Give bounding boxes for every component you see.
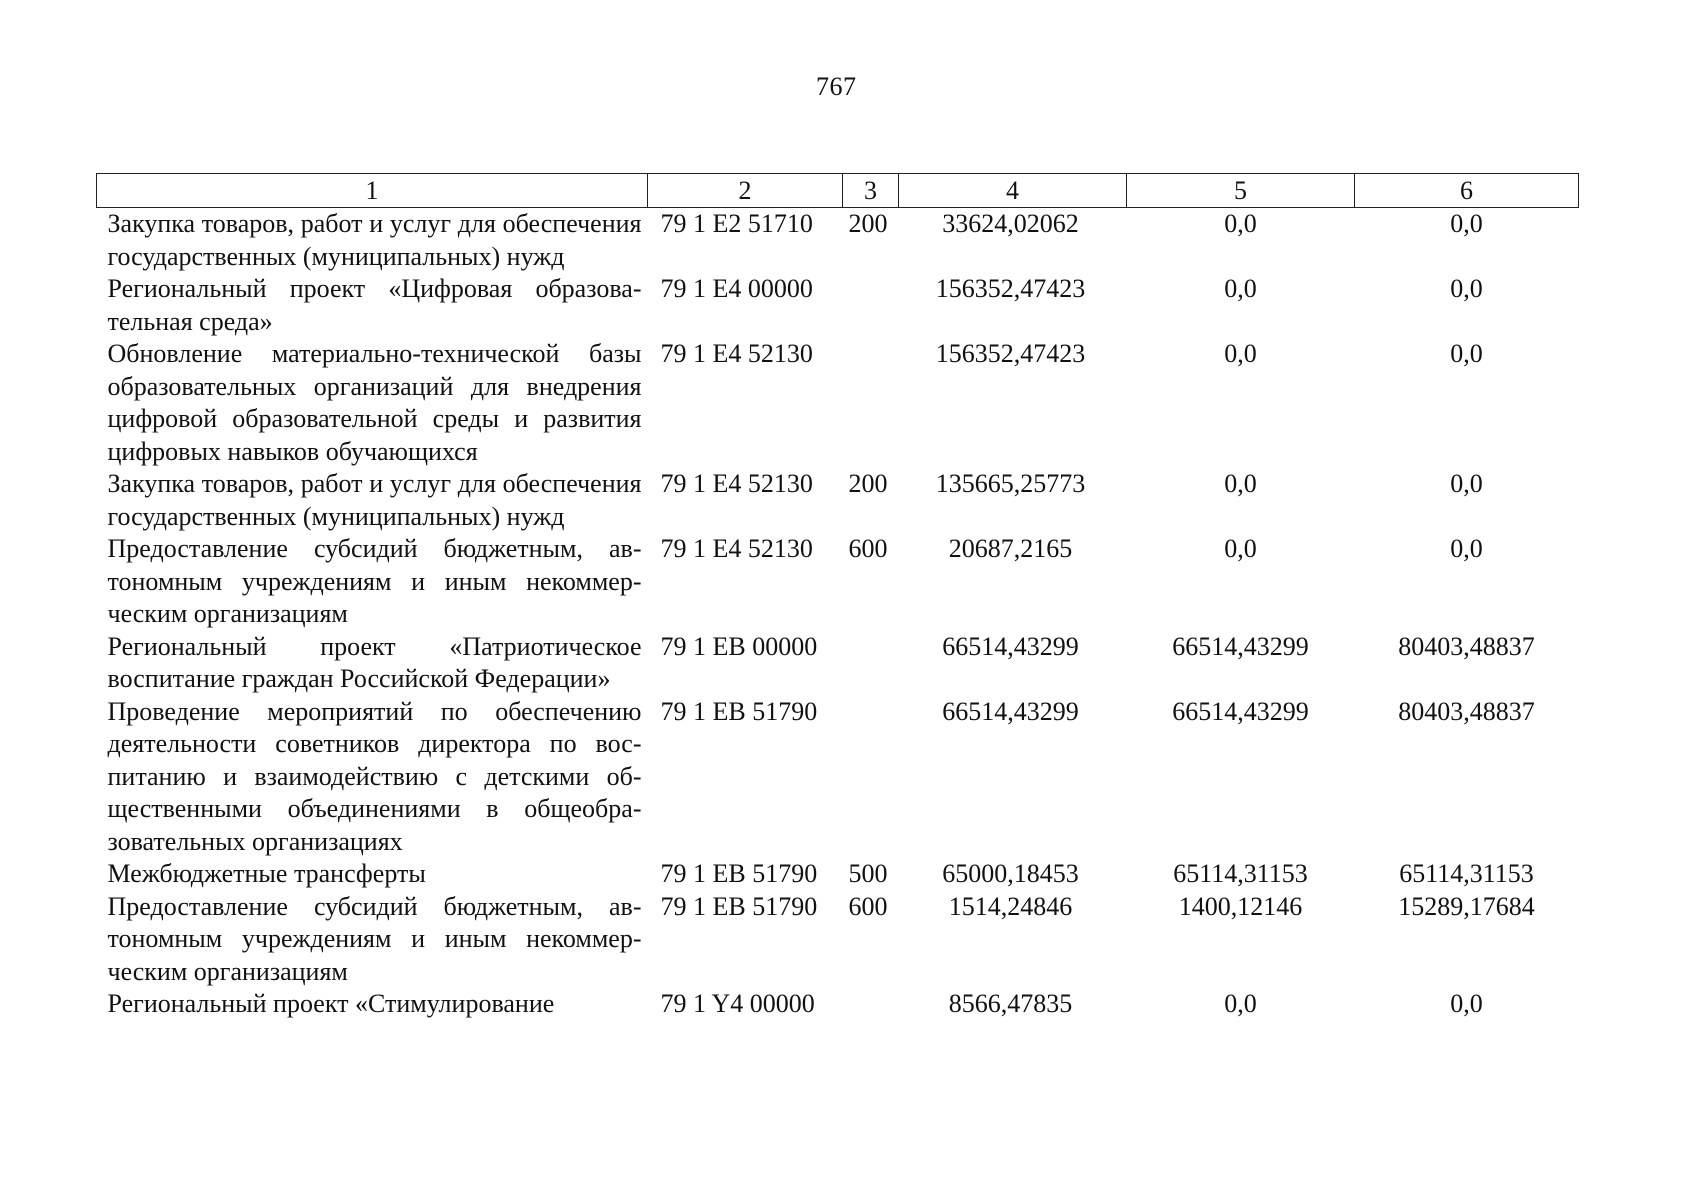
row-code: 79 1 E4 52130 bbox=[660, 534, 813, 563]
row-code: 79 1 E2 51710 bbox=[660, 209, 813, 238]
row-value-col6: 80403,48837 bbox=[1398, 696, 1535, 726]
row-code: 79 1 Y4 00000 bbox=[660, 989, 815, 1018]
budget-table bbox=[96, 173, 1579, 1021]
table-row bbox=[97, 988, 1579, 1021]
row-value-col6: 80403,48837 bbox=[1398, 631, 1535, 661]
table-row bbox=[97, 696, 1579, 859]
row-expense-type: 600 bbox=[848, 534, 888, 563]
row-code: 79 1 EB 51790 bbox=[660, 696, 818, 726]
row-name: Обновление материально-технической базы образовательных организаций для внедрения цифровой образовательной среды и развития цифровых навыков обучающихся bbox=[107, 339, 642, 466]
row-value-col6: 0,0 bbox=[1450, 534, 1483, 563]
table-row bbox=[97, 891, 1579, 989]
row-value-col5: 0,0 bbox=[1224, 989, 1257, 1018]
row-value-col5: 0,0 bbox=[1224, 534, 1257, 563]
row-value-col5: 0,0 bbox=[1224, 209, 1257, 238]
header-cell-5: 5 bbox=[1127, 174, 1355, 208]
header-cell-1: 1 bbox=[97, 174, 648, 208]
row-value-col6: 0,0 bbox=[1450, 989, 1483, 1018]
row-name: Региональный проект «Цифровая образовательная среда» bbox=[107, 274, 642, 336]
row-value-col6: 0,0 bbox=[1450, 469, 1483, 498]
row-value-col6: 15289,17684 bbox=[1398, 891, 1535, 921]
row-name: Предоставление субсидий бюджетным, автономным учреждениям и иным некоммерческим организациям bbox=[107, 891, 642, 986]
row-expense-type bbox=[843, 988, 899, 1021]
row-expense-type: 200 bbox=[848, 469, 888, 498]
header-cell-2: 2 bbox=[648, 174, 843, 208]
row-value-col4: 135665,25773 bbox=[935, 469, 1086, 498]
row-code: 79 1 EB 51790 bbox=[660, 859, 818, 888]
row-expense-type bbox=[843, 273, 899, 338]
header-row bbox=[97, 174, 1579, 208]
row-value-col4: 8566,47835 bbox=[948, 989, 1073, 1018]
table-row bbox=[97, 858, 1579, 891]
header-cell-3: 3 bbox=[843, 174, 899, 208]
row-value-col4: 156352,47423 bbox=[935, 339, 1086, 368]
row-expense-type bbox=[843, 338, 899, 468]
row-expense-type: 200 bbox=[848, 209, 888, 238]
row-code: 79 1 E4 52130 bbox=[660, 469, 813, 498]
row-name: Предоставление субсидий бюджетным, автономным учреждениям и иным некоммерческим организациям bbox=[107, 534, 642, 628]
row-value-col4: 1514,24846 bbox=[948, 891, 1073, 921]
row-name: Проведение мероприятий по обеспечению деятельности советников директора по воспитанию и взаимодействию с детскими общественными объединениями в общеобразовательных организациях bbox=[107, 696, 642, 856]
row-name: Закупка товаров, работ и услуг для обеспечения государственных (муниципальных) нужд bbox=[107, 469, 642, 531]
row-value-col6: 0,0 bbox=[1450, 209, 1483, 238]
row-value-col6: 0,0 bbox=[1450, 274, 1483, 303]
row-value-col5: 66514,43299 bbox=[1172, 696, 1309, 726]
row-code: 79 1 EB 00000 bbox=[660, 631, 818, 661]
table-body bbox=[97, 208, 1579, 1021]
row-value-col4: 66514,43299 bbox=[942, 696, 1079, 726]
row-name: Региональный проект «Патриотическое воспитание граждан Российской Федерации» bbox=[107, 631, 642, 693]
header-cell-6: 6 bbox=[1355, 174, 1579, 208]
row-expense-type: 600 bbox=[848, 891, 888, 921]
page-number: 767 bbox=[816, 72, 857, 101]
table-row bbox=[97, 468, 1579, 533]
row-code: 79 1 EB 51790 bbox=[660, 891, 818, 921]
row-expense-type: 500 bbox=[848, 859, 888, 888]
row-code: 79 1 E4 52130 bbox=[660, 339, 813, 368]
row-value-col5: 65114,31153 bbox=[1173, 859, 1308, 888]
table-row bbox=[97, 533, 1579, 631]
row-name: Региональный проект «Стимулирование bbox=[107, 989, 555, 1018]
row-value-col4: 156352,47423 bbox=[935, 274, 1086, 303]
row-value-col5: 1400,12146 bbox=[1178, 891, 1303, 921]
row-expense-type bbox=[843, 631, 899, 696]
row-code: 79 1 E4 00000 bbox=[660, 274, 813, 303]
header-cell-4: 4 bbox=[899, 174, 1127, 208]
row-value-col6: 0,0 bbox=[1450, 339, 1483, 368]
row-value-col5: 0,0 bbox=[1224, 469, 1257, 498]
row-value-col5: 0,0 bbox=[1224, 274, 1257, 303]
table-row bbox=[97, 631, 1579, 696]
row-name: Закупка товаров, работ и услуг для обеспечения государственных (муниципальных) нужд bbox=[107, 209, 642, 271]
row-value-col6: 65114,31153 bbox=[1399, 859, 1534, 888]
row-value-col4: 65000,18453 bbox=[942, 859, 1079, 888]
row-value-col5: 0,0 bbox=[1224, 339, 1257, 368]
row-name: Межбюджетные трансферты bbox=[107, 859, 426, 888]
table-row bbox=[97, 273, 1579, 338]
table-row bbox=[97, 208, 1579, 274]
row-value-col4: 66514,43299 bbox=[942, 631, 1079, 661]
row-expense-type bbox=[843, 696, 899, 859]
table-row bbox=[97, 338, 1579, 468]
row-value-col4: 33624,02062 bbox=[942, 209, 1079, 238]
row-value-col4: 20687,2165 bbox=[948, 534, 1073, 563]
row-value-col5: 66514,43299 bbox=[1172, 631, 1309, 661]
table-header bbox=[97, 174, 1579, 208]
